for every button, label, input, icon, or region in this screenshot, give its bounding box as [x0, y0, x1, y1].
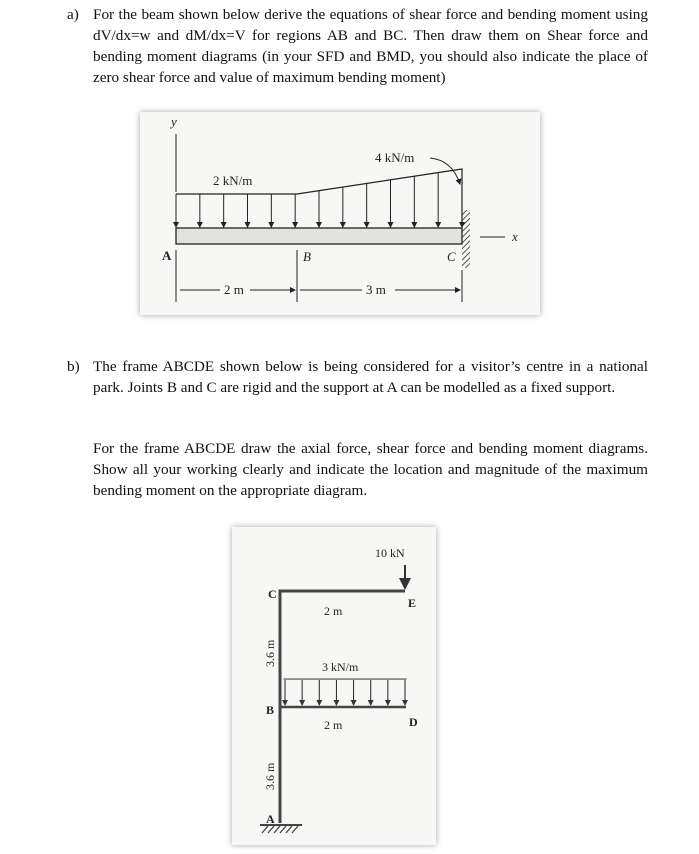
span-bc-label: 3 m [366, 282, 386, 297]
frame-figure [232, 527, 436, 845]
part-b-text-1: The frame ABCDE shown below is being considered for a visitor’s centre in a national park. Joints B and C are rigid and the support at A can be modelled as a fixed support. [93, 358, 648, 396]
udl-label: 3 kN/m [322, 660, 359, 674]
frame-diagram [232, 527, 436, 845]
part-a-text: For the beam shown below derive the equations of shear force and bending moment using dV/dx=w and dM/dx=V for regions AB and BC. Then draw them on Shear force and bending moment diagrams (in your SFD and BMD, you should also indicate the place of zero shear force and value of maximum bending moment) [93, 6, 648, 86]
y-axis-label: y [171, 114, 177, 129]
fixed-wall [462, 210, 470, 268]
support-hatch [262, 826, 298, 833]
udl-arrows [285, 680, 405, 705]
len-bd-label: 2 m [324, 718, 343, 732]
point-a-label: A [162, 248, 172, 263]
beam-diagram [140, 112, 540, 315]
point-load-label: 10 kN [375, 546, 405, 560]
point-e-label: E [408, 596, 417, 610]
point-b-label: B [303, 249, 311, 264]
load-right-label: 4 kN/m [375, 150, 415, 165]
span-ab-label: 2 m [224, 282, 244, 297]
x-axis-label: x [512, 229, 518, 244]
beam-figure [140, 112, 540, 315]
point-b-label: B [266, 703, 275, 717]
point-c-label: C [447, 249, 456, 264]
len-ce-label: 2 m [324, 604, 343, 618]
len-bc-label: 3.6 m [263, 639, 277, 667]
part-b-text-2: For the frame ABCDE draw the axial force, shear force and bending moment diagrams. Show all your working clearly and indicate the location and magnitude of the maximum bending moment on the appropriate diagram. [93, 440, 648, 499]
point-d-label: D [409, 715, 418, 729]
load-left-label: 2 kN/m [213, 173, 253, 188]
point-c-label: C [268, 587, 277, 601]
part-a-label: a) [67, 6, 79, 23]
point-a-label: A [266, 812, 275, 826]
len-ab-label: 3.6 m [263, 762, 277, 790]
beam [176, 228, 462, 244]
part-b-label: b) [67, 358, 80, 375]
